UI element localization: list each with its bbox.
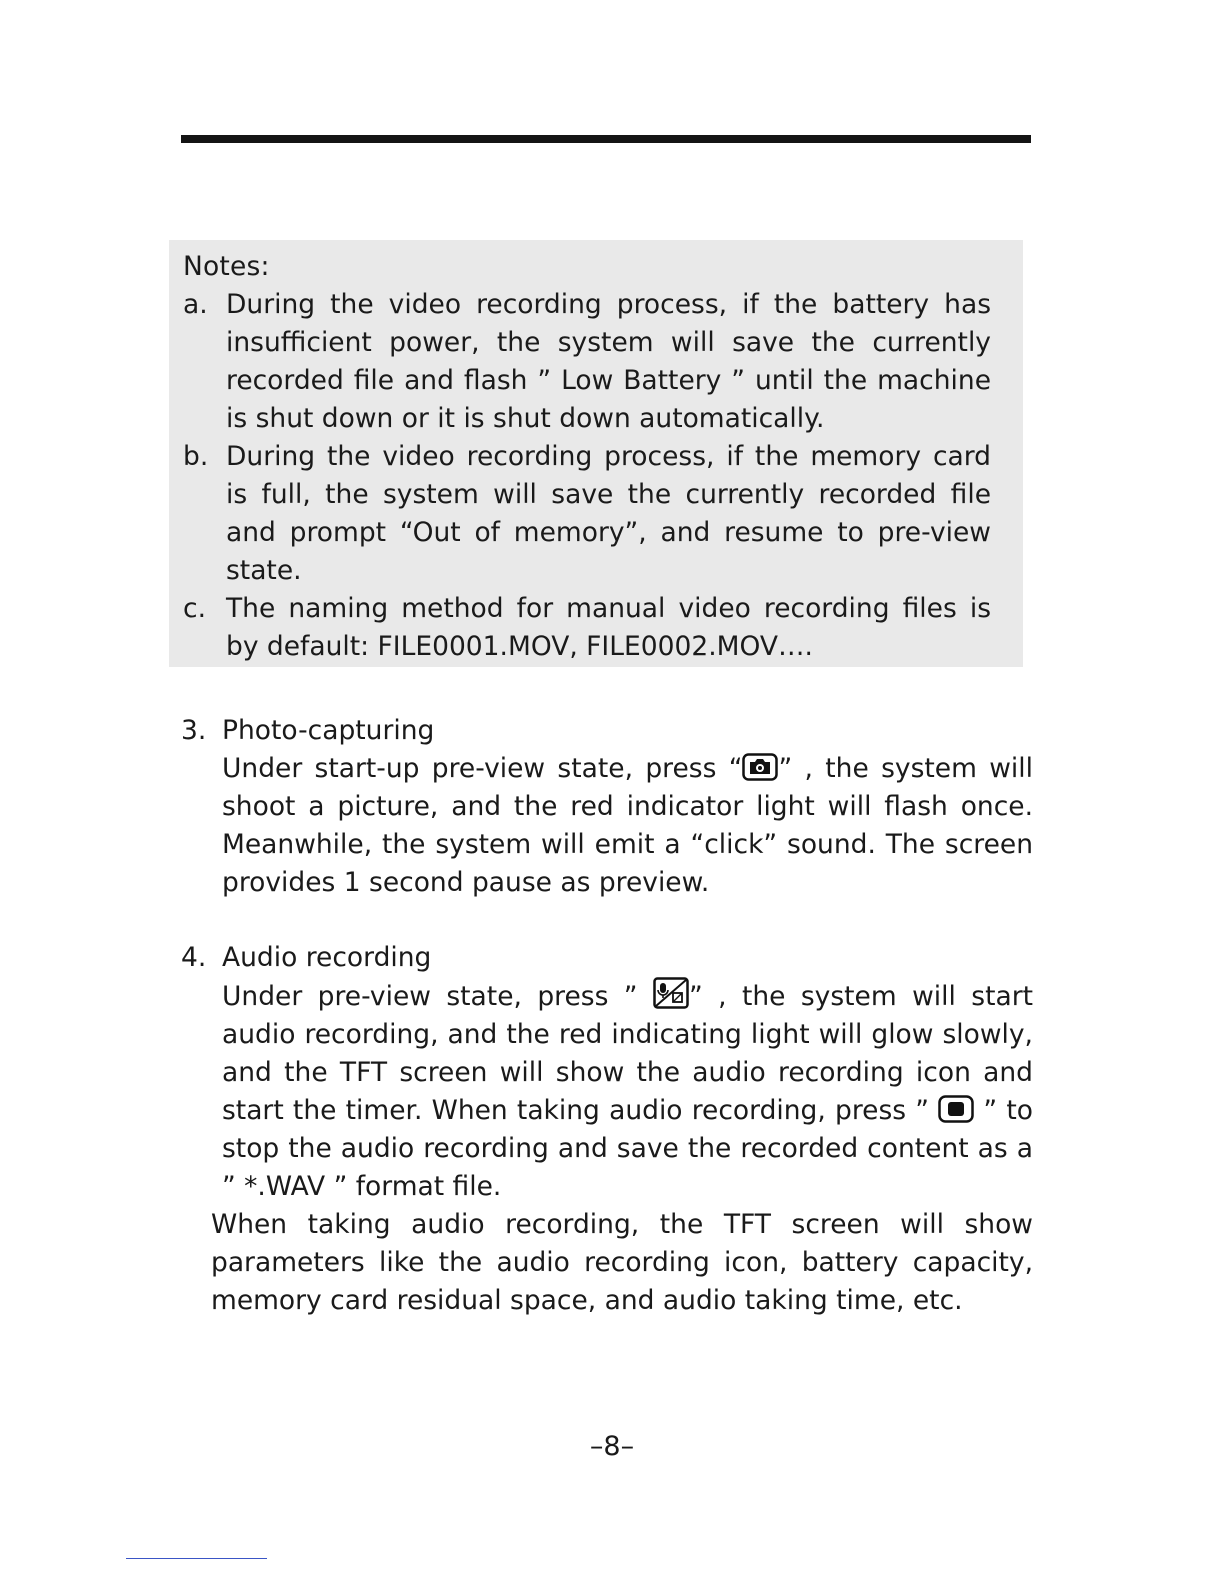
note-label: a. (183, 289, 208, 320)
body-text: ” to stop the audio recording and save the recorded content as a ” *.WAV ” format file. (222, 1095, 1033, 1202)
note-text: The naming method for manual video recording files is by default: FILE0001.MOV, FILE0002.MOV…. (226, 593, 991, 662)
camera-button-icon (742, 753, 778, 781)
note-item-b (183, 438, 991, 590)
header-rule (181, 135, 1031, 143)
section-body (181, 977, 1033, 1206)
note-text: During the video recording process, if the memory card is full, the system will save the currently recorded file and prompt “Out of memory”, and resume to pre-view state. (226, 441, 991, 586)
notes-heading: Notes: (183, 251, 270, 282)
photo-capturing-section (181, 712, 1033, 902)
note-label: b. (183, 441, 209, 472)
section-number: 3. (181, 715, 207, 746)
section-body (181, 750, 1033, 902)
note-item-c (183, 590, 991, 666)
section-title: Photo-capturing (222, 715, 435, 746)
body-text: ” , the system will shoot a picture, and the red indicator light will flash once. Meanwhile, the system will emit a “click” sound. The screen provides 1 second pause as preview. (222, 753, 1034, 898)
note-text: During the video recording process, if the battery has insufficient power, the system will save the currently recorded file and flash ” Low Battery ” until the machine is shut down or it is shut down automatically. (226, 289, 991, 434)
section-body-continuation: When taking audio recording, the TFT screen will show parameters like the audio recording icon, battery capacity, memory card residual space, and audio taking time, etc. (211, 1209, 1033, 1316)
body-text: Under pre-view state, press ” (222, 981, 653, 1012)
audio-mode-button-icon (653, 977, 689, 1009)
section-number: 4. (181, 942, 207, 973)
section-title: Audio recording (222, 942, 432, 973)
notes-box (169, 240, 1023, 667)
audio-recording-section (181, 939, 1033, 1320)
page-number: –8– (589, 1431, 635, 1462)
body-text: Under start-up pre-view state, press “ (222, 753, 743, 784)
note-item-a (183, 286, 991, 438)
body-text: ” , the system will start audio recording, and the red indicating light will glow slowly, and the TFT screen will show the audio recording icon and start the timer. When taking audio recording, press ” (222, 981, 1033, 1126)
stop-button-icon (938, 1095, 974, 1123)
note-label: c. (183, 593, 206, 624)
footer-divider (126, 1558, 267, 1559)
